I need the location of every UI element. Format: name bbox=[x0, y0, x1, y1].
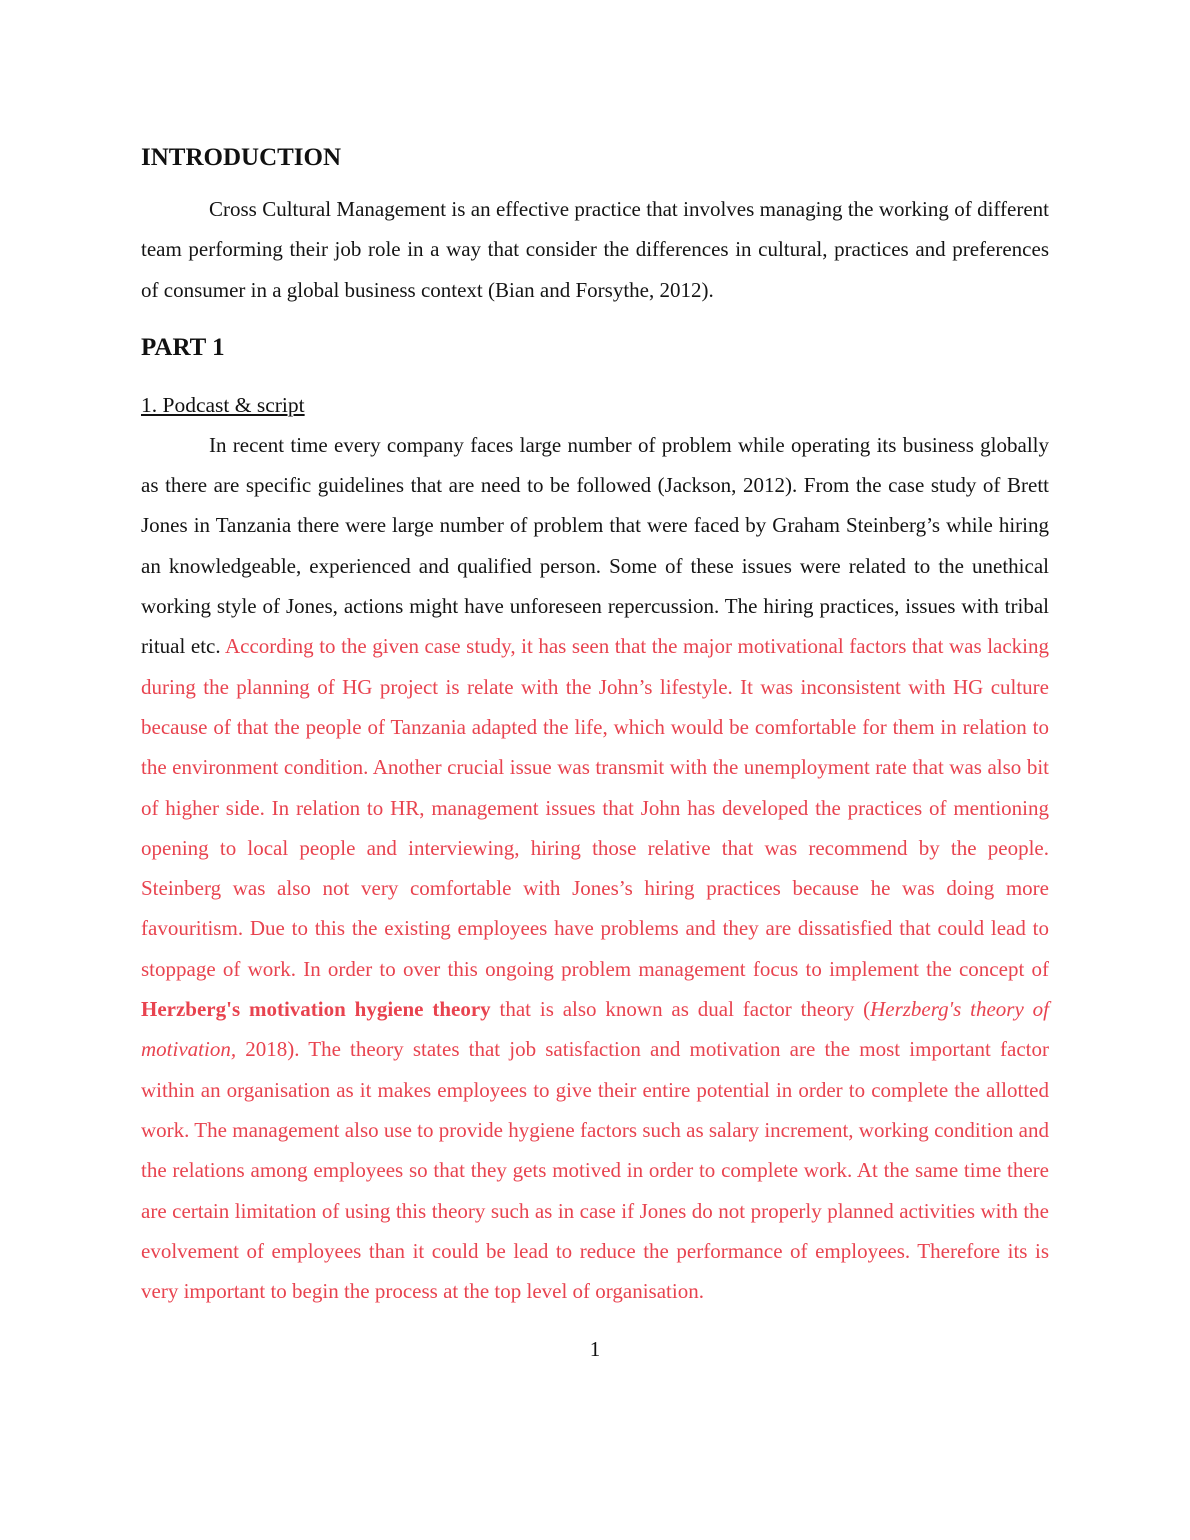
herzberg-citation-italic-text: Herzberg's theory of motivation, bbox=[141, 997, 1049, 1062]
part1-paragraph-red-mid-text: that is also known as dual factor theory ( bbox=[490, 997, 871, 1022]
page-number: 1 bbox=[589, 1337, 601, 1362]
part1-paragraph bbox=[141, 425, 1049, 1312]
part1-heading: PART 1 bbox=[141, 333, 225, 361]
podcast-script-subheading: 1. Podcast & script bbox=[141, 392, 305, 417]
part1-paragraph-black-text: In recent time every company faces large number of problem while operating its business globally as there are specific guidelines that are need to be followed (Jackson, 2012). From the case study of Brett Jones in Tanzania there were large number of problem that were faced by Graham Steinberg’s while hiring an knowledgeable, experienced and qualified person. Some of these issues were related to the unethical working style of Jones, actions might have unforeseen repercussion. The hiring practices, issues with tribal ritual etc. bbox=[141, 432, 1049, 659]
part1-paragraph-red-text: According to the given case study, it has seen that the major motivational factors that was lacking during the planning of HG project is relate with the John’s lifestyle. It was inconsistent with HG culture because of that the people of Tanzania adapted the life, which would be comfortable for them in relation to the environment condition. Another crucial issue was transmit with the unemployment rate that was also bit of higher side. In relation to HR, management issues that John has developed the practices of mentioning opening to local people and interviewing, hiring those relative that was recommend by the people. Steinberg was also not very comfortable with Jones’s hiring practices because he was doing more favouritism. Due to this the existing employees have problems and they are dissatisfied that could lead to stoppage of work. In order to over this ongoing problem management focus to implement the concept of bbox=[141, 634, 1050, 981]
part1-paragraph-red-end-text: 2018). The theory states that job satisfaction and motivation are the most important factor within an organisation as it makes employees to give their entire potential in order to complete the allotted work. The management also use to provide hygiene factors such as salary increment, working condition and the relations among employees so that they gets motived in order to complete work. At the same time there are certain limitation of using this theory such as in case if Jones do not properly planned activities with the evolvement of employees than it could be lead to reduce the performance of employees. Therefore its is very important to begin the process at the top level of organisation. bbox=[141, 1037, 1049, 1304]
introduction-paragraph-text: Cross Cultural Management is an effective practice that involves managing the working of different team performing their job role in a way that consider the differences in cultural, practices and preferences of consumer in a global business context (Bian and Forsythe, 2012). bbox=[141, 197, 1049, 302]
herzberg-theory-bold-text: Herzberg's motivation hygiene theory bbox=[141, 997, 491, 1022]
introduction-paragraph bbox=[141, 189, 1049, 310]
introduction-heading: INTRODUCTION bbox=[141, 144, 342, 171]
